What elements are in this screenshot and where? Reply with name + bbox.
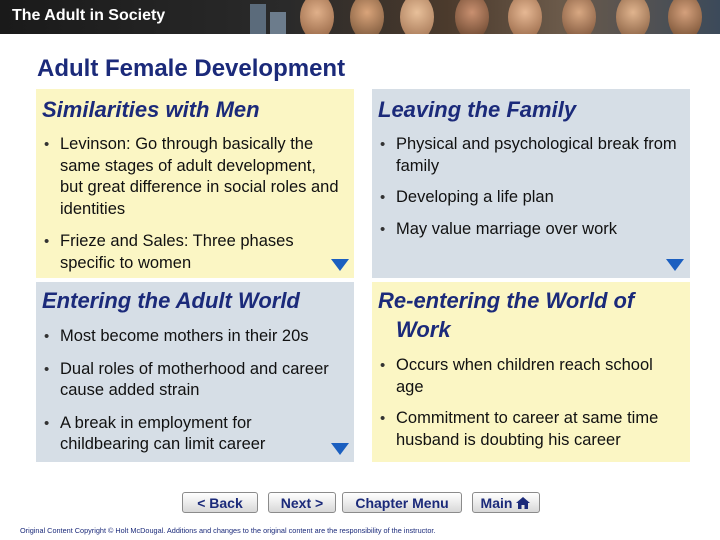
- panel-heading: Leaving the Family: [378, 97, 577, 122]
- main-label: Main: [480, 495, 513, 511]
- list-item: • Developing a life plan: [372, 187, 677, 209]
- panel-heading: Re-entering the World of Work: [378, 288, 635, 342]
- bullet-list: [372, 134, 677, 240]
- list-item: • Frieze and Sales: Three phases specific to women: [36, 231, 341, 274]
- list-item: • Physical and psychological break from family: [372, 134, 677, 177]
- bullet-list: [36, 326, 341, 456]
- next-button[interactable]: Next >: [268, 492, 336, 513]
- panel-heading: Similarities with Men: [42, 97, 260, 122]
- page-title: Adult Female Development: [37, 55, 346, 82]
- panel-leaving: [372, 89, 690, 278]
- list-item: • Levinson: Go through basically the same stages of adult development, but great difference in social roles and identities: [36, 134, 341, 220]
- copyright-footer: Original Content Copyright © Holt McDougal. Additions and changes to the original content are the responsibility of the instructor.: [20, 526, 436, 535]
- list-item: • Commitment to career at same time husband is doubting his career: [372, 408, 677, 451]
- main-button[interactable]: [472, 492, 540, 513]
- banner-collage-image: [250, 0, 720, 34]
- list-item: • Dual roles of motherhood and career cause added strain: [36, 359, 341, 402]
- back-button[interactable]: < Back: [182, 492, 258, 513]
- banner-title: The Adult in Society: [12, 7, 166, 24]
- bullet-list: [372, 355, 677, 451]
- list-item: • May value marriage over work: [372, 219, 677, 241]
- home-icon: [515, 495, 531, 516]
- panel-reentering: [372, 282, 690, 462]
- list-item: • Occurs when children reach school age: [372, 355, 677, 398]
- expand-arrow-icon[interactable]: [666, 259, 684, 271]
- expand-arrow-icon[interactable]: [331, 259, 349, 271]
- expand-arrow-icon[interactable]: [331, 443, 349, 455]
- header-banner: [0, 0, 720, 34]
- panel-entering: [36, 282, 354, 462]
- bullet-list: [36, 134, 341, 274]
- panel-heading: Entering the Adult World: [42, 288, 300, 313]
- panel-similarities: [36, 89, 354, 278]
- list-item: • Most become mothers in their 20s: [36, 326, 341, 348]
- list-item: • A break in employment for childbearing can limit career: [36, 413, 341, 456]
- chapter-menu-button[interactable]: Chapter Menu: [342, 492, 462, 513]
